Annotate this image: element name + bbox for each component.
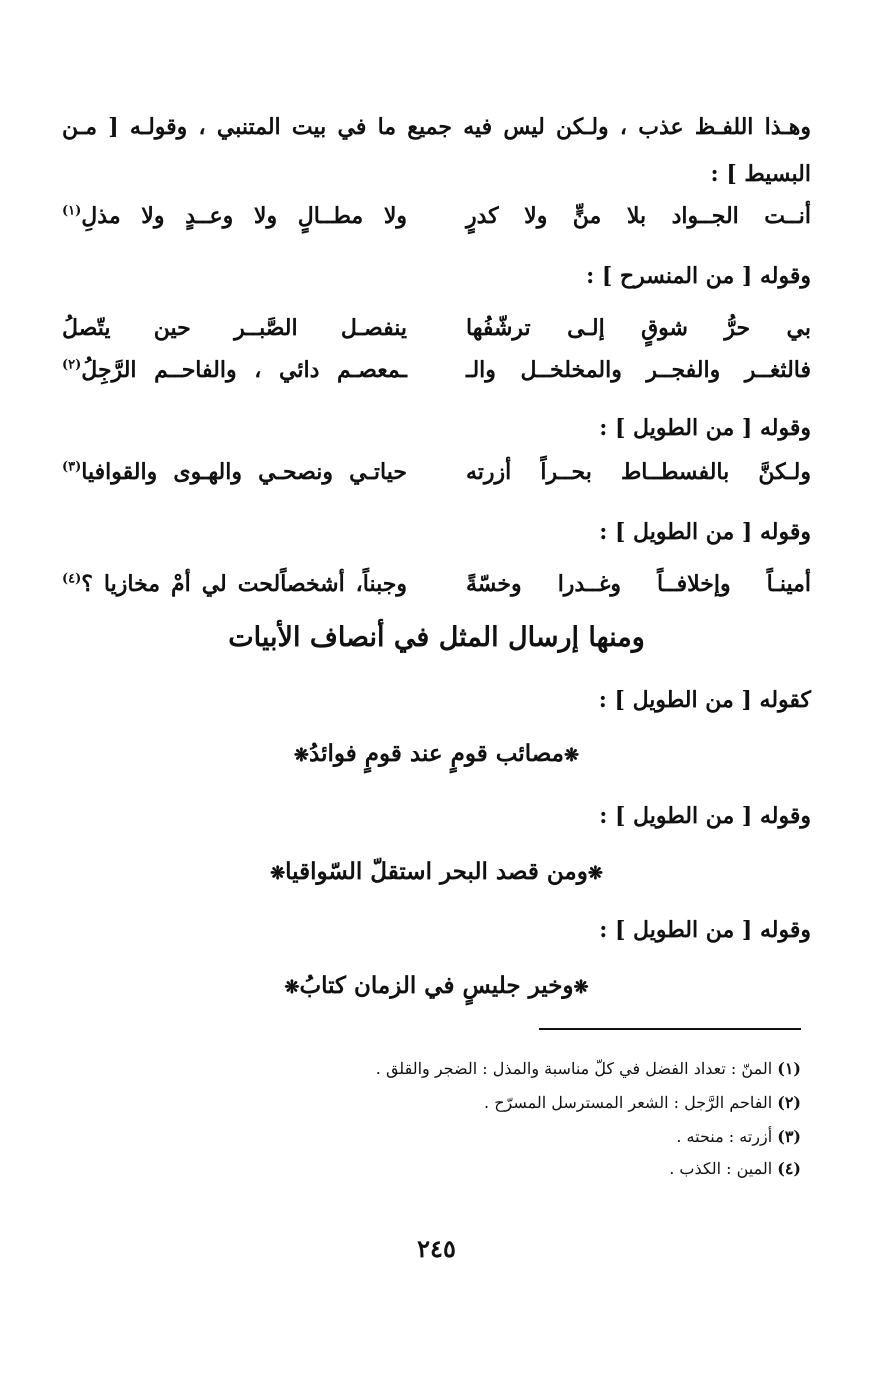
example-3-quote-text: وخير جليسٍ في الزمان كتابُ xyxy=(299,972,574,999)
example-1-intro: كقوله [ من الطويل ] : xyxy=(598,687,811,713)
verse-4-second-text: حياتـي ونصحـي والهـوى والقوافيا xyxy=(81,459,407,485)
verse-4-first-hemistich: ولـكنَّ بالفسطــاط بحــراً أزرته xyxy=(466,459,811,485)
footnote-mark-2: (٢) xyxy=(62,357,82,373)
footnote-3 xyxy=(72,1124,801,1150)
verse-1-second-text: ولا مطــالٍ ولا وعــدٍ ولا مذلِ xyxy=(81,203,407,229)
star-ornament-icon: ❋ xyxy=(587,863,603,884)
footnote-2-number: (٢) xyxy=(777,1093,801,1112)
star-ornament-icon: ❋ xyxy=(270,863,286,884)
footnote-3-number: (٣) xyxy=(777,1127,801,1146)
footnote-1-text: المنّ : تعداد الفضل في كلّ مناسبة والمذل : الضجر والقلق . xyxy=(375,1059,773,1078)
verse-5-first-hemistich: أمينـاً وإخلافــاً وغــدرا وخسّةً xyxy=(466,571,811,597)
prose-line-2: البسيط ] : xyxy=(710,161,811,187)
example-2-quote-text: ومن قصد البحر استقلّ السّواقيا xyxy=(285,858,588,885)
footnote-1 xyxy=(72,1056,801,1082)
verse-intro-tawil-1: وقوله [ من الطويل ] : xyxy=(599,415,811,441)
verse-line-2 xyxy=(62,310,811,346)
verse-3-second-text: ـمعصـم دائي ، والفاحــم الرَّجِلُ xyxy=(81,357,407,383)
example-2-quote xyxy=(0,854,873,892)
verse-line-3 xyxy=(62,352,811,388)
example-3-quote xyxy=(0,968,873,1006)
verse-intro-munsarih: وقوله [ من المنسرح ] : xyxy=(586,263,811,289)
example-1-quote xyxy=(0,736,873,774)
verse-1-second-hemistich xyxy=(62,198,407,234)
verse-1-first-hemistich: أنــت الجــواد بلا منٍّ ولا كدرٍ xyxy=(466,203,811,229)
prose-line-1: وهـذا اللفـظ عذب ، ولـكن ليس فيه جميع ما في بيت المتنبي ، وقولـه [ مـن xyxy=(62,114,811,140)
page-number: ٢٤٥ xyxy=(417,1234,456,1263)
footnote-4-number: (٤) xyxy=(777,1159,801,1178)
footnote-3-text: أزرته : منحته . xyxy=(676,1127,773,1146)
verse-5-second-hemistich xyxy=(62,566,407,602)
verse-line-5 xyxy=(62,566,811,602)
verse-2-first-hemistich: بي حرُّ شوقٍ إلـى ترشّفُها xyxy=(466,315,811,341)
section-heading: ومنها إرسال المثل في أنصاف الأبيات xyxy=(228,622,645,653)
footnote-4-text: المين : الكذب . xyxy=(669,1159,773,1178)
verse-intro-tawil-2: وقوله [ من الطويل ] : xyxy=(599,519,811,545)
footnote-1-number: (١) xyxy=(777,1059,801,1078)
star-ornament-icon: ❋ xyxy=(293,745,309,766)
star-ornament-icon: ❋ xyxy=(564,745,580,766)
footnote-mark-4: (٤) xyxy=(62,571,82,587)
verse-2-second-hemistich: ينفصـل الصَّبــر حين يتّصلُ xyxy=(62,315,407,341)
verse-3-first-hemistich: فالثغــر والفجــر والمخلخــل والـ xyxy=(466,357,811,383)
footnote-4 xyxy=(72,1156,801,1182)
footnote-mark-1: (١) xyxy=(62,203,82,219)
example-3-intro: وقوله [ من الطويل ] : xyxy=(599,917,811,943)
verse-5-second-text: وجبناً، أشخصاًلحت لي أمْ مخازيا ؟ xyxy=(81,571,407,597)
verse-4-second-hemistich xyxy=(62,454,407,490)
example-2-intro: وقوله [ من الطويل ] : xyxy=(599,803,811,829)
verse-line-1 xyxy=(62,198,811,234)
star-ornament-icon: ❋ xyxy=(573,977,589,998)
footnote-2-text: الفاحم الرَّجل : الشعر المسترسل المسرّح . xyxy=(484,1093,773,1112)
footnote-divider xyxy=(539,1028,801,1030)
star-ornament-icon: ❋ xyxy=(284,977,300,998)
example-1-quote-text: مصائب قومٍ عند قومٍ فوائدُ xyxy=(309,740,564,767)
footnote-2 xyxy=(72,1090,801,1116)
verse-line-4 xyxy=(62,454,811,490)
verse-3-second-hemistich xyxy=(62,352,407,388)
footnote-mark-3: (٣) xyxy=(62,459,82,475)
